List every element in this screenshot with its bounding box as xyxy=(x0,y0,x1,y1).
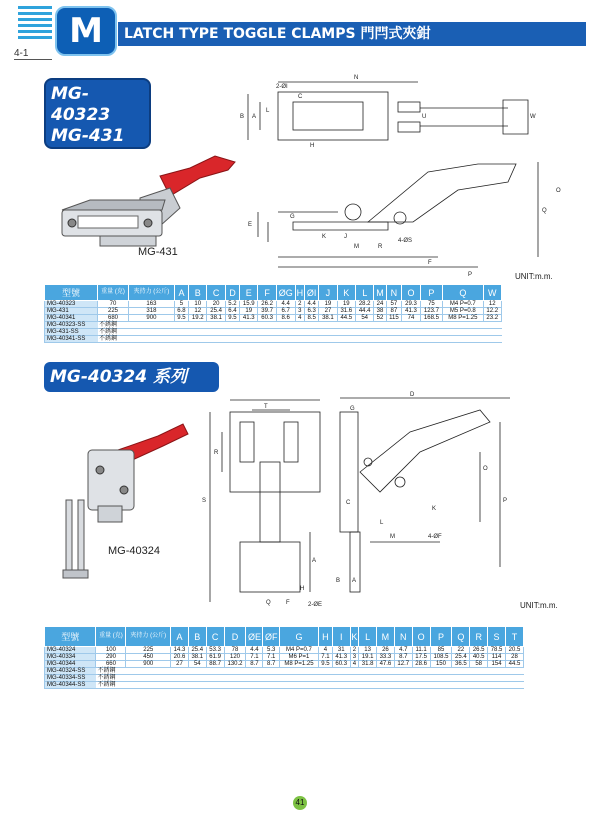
svg-text:T: T xyxy=(264,404,268,410)
svg-text:K: K xyxy=(432,506,437,512)
table-cell: 78.5 xyxy=(488,647,506,654)
table-cell: 4 xyxy=(319,647,333,654)
table-cell: MG-40344-SS xyxy=(45,682,96,689)
table-cell: 120 xyxy=(224,654,246,661)
unit-label: UNIT:m.m. xyxy=(515,272,553,281)
table-cell: 8.7 xyxy=(394,654,412,661)
table-cell: 3 xyxy=(350,654,359,661)
table-cell: 22 xyxy=(452,647,470,654)
table-header-cell: ØI xyxy=(305,285,319,301)
table-cell: 8.7 xyxy=(246,661,263,668)
table-cell: 7.1 xyxy=(246,654,263,661)
header-stripes xyxy=(18,6,52,46)
table-cell: 9.5 xyxy=(225,315,239,322)
svg-text:4-ØF: 4-ØF xyxy=(428,534,442,540)
table-header-cell: M xyxy=(377,627,395,647)
table-cell: 7.1 xyxy=(263,654,279,661)
table-cell: MG-40323 xyxy=(45,301,98,308)
table-cell: 5.3 xyxy=(263,647,279,654)
table-header-cell: M xyxy=(374,285,386,301)
table-header-cell: S xyxy=(488,627,506,647)
table-cell: 53.3 xyxy=(206,647,224,654)
table-cell: 25.4 xyxy=(188,647,206,654)
table-cell: 19.1 xyxy=(359,654,377,661)
model-name: MG-40341 xyxy=(51,147,111,188)
table-cell: 13 xyxy=(359,647,377,654)
table-header-cell: N xyxy=(394,627,412,647)
table-header-cell: Q xyxy=(452,627,470,647)
svg-text:H: H xyxy=(300,586,305,592)
svg-text:W: W xyxy=(530,114,536,120)
table-cell: 不銹鋼 xyxy=(98,336,502,343)
spec-table-1 xyxy=(44,284,502,343)
table-cell: 78 xyxy=(224,647,246,654)
table-cell: 3 xyxy=(295,308,304,315)
table-cell: 8.5 xyxy=(305,315,319,322)
table-cell: 54 xyxy=(356,315,374,322)
table-row xyxy=(45,301,502,308)
table-header-cell: ØG xyxy=(276,285,295,301)
table-row xyxy=(45,336,502,343)
table-cell: M4 P=0.7 xyxy=(443,301,483,308)
table-cell: 130.2 xyxy=(224,661,246,668)
table-header-cell: O xyxy=(402,285,420,301)
table-cell: MG-40324-SS xyxy=(45,668,96,675)
table-cell: 44.5 xyxy=(337,315,355,322)
svg-text:G: G xyxy=(290,214,295,220)
table-cell: 4.4 xyxy=(276,301,295,308)
table-cell: 28.6 xyxy=(412,661,430,668)
table-cell: 61.9 xyxy=(206,654,224,661)
table-cell: 10 xyxy=(189,301,207,308)
table-cell: 9.5 xyxy=(319,661,333,668)
table-cell: 12.7 xyxy=(394,661,412,668)
svg-text:P: P xyxy=(503,498,508,504)
table-cell: 87 xyxy=(386,308,402,315)
model-badge xyxy=(44,78,151,188)
table-cell: 38.1 xyxy=(207,315,225,322)
table-cell: 不銹鋼 xyxy=(96,675,524,682)
table-cell: 不銹鋼 xyxy=(98,329,502,336)
table-cell: 25.4 xyxy=(452,654,470,661)
table-header-cell: A xyxy=(171,627,189,647)
svg-text:P: P xyxy=(468,272,473,278)
table-cell: 2 xyxy=(295,301,304,308)
page-title: LATCH TYPE TOGGLE CLAMPS 門閂式夾鉗 xyxy=(118,22,586,46)
table-cell: MG-40341-SS xyxy=(45,336,98,343)
table-header-cell: L xyxy=(359,627,377,647)
table-cell: 12 xyxy=(189,308,207,315)
table-header-cell: C xyxy=(207,285,225,301)
table-cell: 6.4 xyxy=(225,308,239,315)
svg-text:R: R xyxy=(378,244,383,250)
table-cell: 38 xyxy=(374,308,386,315)
table-row xyxy=(45,661,524,668)
svg-text:L: L xyxy=(380,520,384,526)
table-cell: 7.1 xyxy=(319,654,333,661)
table-row xyxy=(45,647,524,654)
table-header-cell: 夾持力 (公斤) xyxy=(128,285,174,301)
table-cell: 318 xyxy=(128,308,174,315)
model-name: MG-40323 xyxy=(51,84,111,125)
table-cell: MG-40324 xyxy=(45,647,96,654)
table-cell: 6.3 xyxy=(305,308,319,315)
table-cell: 168.5 xyxy=(420,315,443,322)
table-cell: 88.7 xyxy=(206,661,224,668)
table-row xyxy=(45,668,524,675)
svg-text:G: G xyxy=(350,406,355,412)
spec-table-2 xyxy=(44,626,524,689)
table-cell: 41.3 xyxy=(402,308,420,315)
table-cell: 39.7 xyxy=(258,308,276,315)
svg-text:A: A xyxy=(352,578,357,584)
divider xyxy=(14,59,52,60)
table-cell: 14.3 xyxy=(171,647,189,654)
svg-text:A: A xyxy=(252,114,257,120)
table-cell: 36.5 xyxy=(452,661,470,668)
table-cell: 6.7 xyxy=(276,308,295,315)
table-cell: 4.7 xyxy=(394,647,412,654)
svg-text:M: M xyxy=(390,534,395,540)
table-cell: 47.6 xyxy=(377,661,395,668)
table-cell: 163 xyxy=(128,301,174,308)
table-cell: 225 xyxy=(98,308,129,315)
svg-text:L: L xyxy=(266,108,270,114)
table-header-cell: D xyxy=(225,285,239,301)
photo-caption: MG-431 xyxy=(138,246,178,258)
table-cell: M4 P=0.7 xyxy=(279,647,318,654)
table-header-cell: Q xyxy=(443,285,483,301)
table-header-cell: ØE xyxy=(246,627,263,647)
table-cell: 25.4 xyxy=(207,308,225,315)
table-header-cell: J xyxy=(319,285,337,301)
table-header-cell: N xyxy=(386,285,402,301)
table-header-cell: P xyxy=(430,627,452,647)
svg-text:H: H xyxy=(310,143,315,149)
table-cell: 100 xyxy=(96,647,126,654)
svg-text:S: S xyxy=(202,498,207,504)
table-cell: MG-431 xyxy=(45,308,98,315)
table-cell: MG-40344 xyxy=(45,661,96,668)
table-cell: 19 xyxy=(240,308,258,315)
table-row xyxy=(45,308,502,315)
table-cell: 41.3 xyxy=(332,654,350,661)
table-cell: 38.1 xyxy=(319,315,337,322)
table-cell: MG-431-SS xyxy=(45,329,98,336)
table-cell: 12.2 xyxy=(483,308,502,315)
table-cell: 26 xyxy=(377,647,395,654)
table-cell: 33.3 xyxy=(377,654,395,661)
table-cell: 5 xyxy=(174,301,188,308)
svg-text:E: E xyxy=(248,222,253,228)
svg-text:U: U xyxy=(422,114,427,120)
table-cell: MG-40334 xyxy=(45,654,96,661)
svg-text:K: K xyxy=(322,234,327,240)
table-cell: 9.5 xyxy=(174,315,188,322)
svg-text:2-ØE: 2-ØE xyxy=(308,602,323,608)
table-cell: 680 xyxy=(98,315,129,322)
table-cell: 4 xyxy=(295,315,304,322)
table-cell: 20.5 xyxy=(505,647,523,654)
svg-text:R: R xyxy=(214,450,219,456)
svg-text:B: B xyxy=(240,114,245,120)
table-cell: MG-40341 xyxy=(45,315,98,322)
table-cell: 8.6 xyxy=(276,315,295,322)
table-header-cell: W xyxy=(483,285,502,301)
table-header-cell: E xyxy=(240,285,258,301)
table-cell: 900 xyxy=(128,315,174,322)
svg-text:2-ØI: 2-ØI xyxy=(276,84,288,90)
table-cell: MG-40334-SS xyxy=(45,675,96,682)
table-cell: 20.6 xyxy=(171,654,189,661)
table-cell: 900 xyxy=(126,661,171,668)
table-cell: 不銹鋼 xyxy=(96,682,524,689)
table-cell: 27 xyxy=(171,661,189,668)
table-cell: 15.9 xyxy=(240,301,258,308)
table-cell: M6 P=1 xyxy=(279,654,318,661)
table-cell: 19.2 xyxy=(189,315,207,322)
table-header-cell: T xyxy=(505,627,523,647)
svg-text:C: C xyxy=(346,500,351,506)
table-cell: 28.2 xyxy=(356,301,374,308)
table-cell: 29.3 xyxy=(402,301,420,308)
table-cell: 12 xyxy=(483,301,502,308)
table-header-cell: A xyxy=(174,285,188,301)
svg-text:B: B xyxy=(336,578,341,584)
table-row xyxy=(45,329,502,336)
table-header-cell: K xyxy=(350,627,359,647)
svg-text:4-ØS: 4-ØS xyxy=(398,238,413,244)
table-cell: 114 xyxy=(488,654,506,661)
table-cell: M5 P=0.8 xyxy=(443,308,483,315)
table-cell: 123.7 xyxy=(420,308,443,315)
table-cell: 450 xyxy=(126,654,171,661)
table-cell: 74 xyxy=(402,315,420,322)
svg-text:O: O xyxy=(556,188,561,194)
brand-logo: M xyxy=(55,6,117,56)
svg-text:O: O xyxy=(483,466,488,472)
table-header-cell: O xyxy=(412,627,430,647)
table-cell: 2 xyxy=(350,647,359,654)
table-header-cell: 夾持力 (公斤) xyxy=(126,627,171,647)
table-cell: 154 xyxy=(488,661,506,668)
table-cell: 54 xyxy=(188,661,206,668)
table-cell: 290 xyxy=(96,654,126,661)
table-cell: 57 xyxy=(386,301,402,308)
table-cell: 19 xyxy=(337,301,355,308)
photo-caption: MG-40324 xyxy=(108,545,160,557)
table-cell: 52 xyxy=(374,315,386,322)
svg-text:N: N xyxy=(354,75,359,81)
svg-text:Q: Q xyxy=(266,600,271,606)
table-cell: 17.5 xyxy=(412,654,430,661)
svg-text:F: F xyxy=(286,600,290,606)
table-cell: 44.4 xyxy=(356,308,374,315)
svg-text:J: J xyxy=(344,234,347,240)
table-cell: 4 xyxy=(350,661,359,668)
table-cell: 58 xyxy=(470,661,488,668)
table-cell: 38.1 xyxy=(188,654,206,661)
table-cell: 31 xyxy=(332,647,350,654)
table-cell: 23.2 xyxy=(483,315,502,322)
table-header-cell: R xyxy=(470,627,488,647)
table-row xyxy=(45,675,524,682)
table-cell: 24 xyxy=(374,301,386,308)
table-cell: 150 xyxy=(430,661,452,668)
svg-text:M: M xyxy=(354,244,359,250)
table-cell: 不銹鋼 xyxy=(98,322,502,329)
table-header-cell: D xyxy=(224,627,246,647)
table-cell: 60.3 xyxy=(332,661,350,668)
table-header-cell: 型號 xyxy=(45,627,96,647)
table-cell: 11.1 xyxy=(412,647,430,654)
table-cell: 4.4 xyxy=(246,647,263,654)
table-header-cell: G xyxy=(279,627,318,647)
table-cell: 4.4 xyxy=(305,301,319,308)
svg-text:D: D xyxy=(410,392,415,398)
table-cell: 28 xyxy=(505,654,523,661)
series-title: MG-40324 系列 xyxy=(44,362,219,392)
table-cell: MG-40323-SS xyxy=(45,322,98,329)
table-header-cell: I xyxy=(332,627,350,647)
technical-drawing-vertical-latch xyxy=(200,392,540,608)
table-cell: 70 xyxy=(98,301,129,308)
svg-text:Q: Q xyxy=(542,208,547,214)
page-number: 41 xyxy=(293,796,307,810)
table-cell: 26.5 xyxy=(470,647,488,654)
table-cell: 31.6 xyxy=(337,308,355,315)
table-cell: 225 xyxy=(126,647,171,654)
table-cell: 31.8 xyxy=(359,661,377,668)
table-cell: 108.5 xyxy=(430,654,452,661)
table-cell: 27 xyxy=(319,308,337,315)
table-cell: 8.7 xyxy=(263,661,279,668)
page-tag: 4-1 xyxy=(14,48,29,59)
table-header-cell: 重量 (克) xyxy=(98,285,129,301)
table-cell: 40.5 xyxy=(470,654,488,661)
table-cell: 6.8 xyxy=(174,308,188,315)
product-photo-latch-clamp xyxy=(40,148,240,258)
table-row xyxy=(45,322,502,329)
table-header-cell: ØF xyxy=(263,627,279,647)
table-cell: 41.3 xyxy=(240,315,258,322)
table-row xyxy=(45,315,502,322)
table-cell: 75 xyxy=(420,301,443,308)
table-header-cell: P xyxy=(420,285,443,301)
table-cell: 26.2 xyxy=(258,301,276,308)
model-name: MG-431 xyxy=(51,126,125,146)
table-header-cell: H xyxy=(295,285,304,301)
table-header-cell: 重量 (克) xyxy=(96,627,126,647)
table-row xyxy=(45,654,524,661)
table-header-cell: L xyxy=(356,285,374,301)
table-header-cell: 型號 xyxy=(45,285,98,301)
table-cell: M8 P=1.25 xyxy=(279,661,318,668)
table-header-cell: C xyxy=(206,627,224,647)
table-header-cell: F xyxy=(258,285,276,301)
table-cell: M8 P=1.25 xyxy=(443,315,483,322)
table-header-cell: B xyxy=(189,285,207,301)
svg-text:C: C xyxy=(298,94,303,100)
table-cell: 44.5 xyxy=(505,661,523,668)
table-cell: 115 xyxy=(386,315,402,322)
table-cell: 660 xyxy=(96,661,126,668)
table-cell: 5.2 xyxy=(225,301,239,308)
table-cell: 不銹鋼 xyxy=(96,668,524,675)
svg-text:A: A xyxy=(312,558,317,564)
unit-label: UNIT:m.m. xyxy=(520,601,558,610)
table-cell: 85 xyxy=(430,647,452,654)
table-header-cell: H xyxy=(319,627,333,647)
table-header-cell: B xyxy=(188,627,206,647)
table-header-cell: K xyxy=(337,285,355,301)
table-cell: 20 xyxy=(207,301,225,308)
table-cell: 60.3 xyxy=(258,315,276,322)
table-cell: 19 xyxy=(319,301,337,308)
svg-text:F: F xyxy=(428,260,432,266)
table-row xyxy=(45,682,524,689)
